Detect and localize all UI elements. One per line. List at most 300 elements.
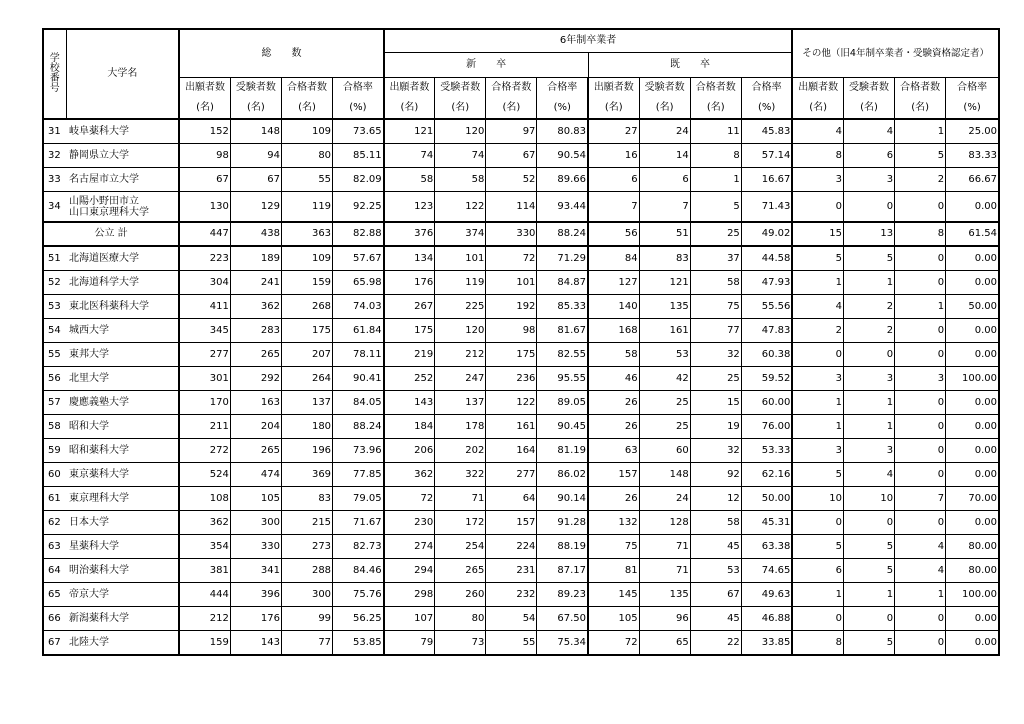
value-cell: 80 (281, 144, 332, 168)
value-cell: 85.33 (537, 295, 588, 319)
value-cell: 212 (435, 343, 486, 367)
table-row (43, 343, 999, 367)
value-cell: 230 (384, 511, 435, 535)
value-cell: 42 (639, 367, 690, 391)
value-cell: 90.41 (333, 367, 384, 391)
value-cell: 127 (588, 271, 639, 295)
university-name (66, 439, 179, 463)
value-cell: 97 (486, 119, 537, 144)
header-unit-label: (%) (946, 98, 999, 119)
value-cell: 85.11 (333, 144, 384, 168)
value-cell: 247 (435, 367, 486, 391)
university-name-line: 名古屋市立大学 (69, 173, 140, 185)
value-cell: 100.00 (946, 583, 999, 607)
school-number: 60 (43, 463, 66, 487)
value-cell: 0.00 (946, 415, 999, 439)
subtotal-value-cell: 8 (895, 222, 946, 246)
university-name-line: 東京理科大学 (69, 492, 130, 504)
value-cell: 47.83 (741, 319, 792, 343)
value-cell: 1 (843, 271, 894, 295)
value-cell: 1 (792, 415, 843, 439)
table-row (43, 487, 999, 511)
value-cell: 135 (639, 583, 690, 607)
value-cell: 7 (639, 192, 690, 223)
university-name-line: 北里大学 (69, 372, 110, 384)
value-cell: 0 (792, 192, 843, 223)
university-name (66, 271, 179, 295)
value-cell: 172 (435, 511, 486, 535)
value-cell: 354 (179, 535, 230, 559)
school-number: 53 (43, 295, 66, 319)
value-cell: 98 (486, 319, 537, 343)
value-cell: 170 (179, 391, 230, 415)
university-name-line: 静岡県立大学 (69, 149, 130, 161)
value-cell: 98 (179, 144, 230, 168)
value-cell: 130 (179, 192, 230, 223)
value-cell: 168 (588, 319, 639, 343)
value-cell: 265 (230, 439, 281, 463)
value-cell: 1 (895, 583, 946, 607)
subtotal-value-cell: 15 (792, 222, 843, 246)
value-cell: 3 (895, 367, 946, 391)
value-cell: 273 (281, 535, 332, 559)
value-cell: 73 (435, 631, 486, 656)
subtotal-value-cell: 51 (639, 222, 690, 246)
value-cell: 120 (435, 119, 486, 144)
table-row (43, 439, 999, 463)
university-name (66, 559, 179, 583)
value-cell: 101 (486, 271, 537, 295)
value-cell: 66.67 (946, 168, 999, 192)
value-cell: 75 (690, 295, 741, 319)
school-number: 55 (43, 343, 66, 367)
value-cell: 16.67 (741, 168, 792, 192)
value-cell: 59.52 (741, 367, 792, 391)
value-cell: 0 (895, 463, 946, 487)
value-cell: 16 (588, 144, 639, 168)
subtotal-value-cell: 330 (486, 222, 537, 246)
value-cell: 163 (230, 391, 281, 415)
value-cell: 80.00 (946, 535, 999, 559)
university-name (66, 119, 179, 144)
value-cell: 4 (895, 535, 946, 559)
value-cell: 524 (179, 463, 230, 487)
school-number: 58 (43, 415, 66, 439)
value-cell: 90.14 (537, 487, 588, 511)
header-unit-label: (名) (281, 98, 332, 119)
school-number: 62 (43, 511, 66, 535)
value-cell: 5 (843, 535, 894, 559)
value-cell: 67 (179, 168, 230, 192)
value-cell: 0.00 (946, 463, 999, 487)
value-cell: 92 (690, 463, 741, 487)
value-cell: 49.63 (741, 583, 792, 607)
value-cell: 265 (230, 343, 281, 367)
value-cell: 192 (486, 295, 537, 319)
value-cell: 53 (639, 343, 690, 367)
subtotal-value-cell: 447 (179, 222, 230, 246)
value-cell: 444 (179, 583, 230, 607)
value-cell: 67.50 (537, 607, 588, 631)
value-cell: 60 (639, 439, 690, 463)
value-cell: 1 (895, 295, 946, 319)
value-cell: 143 (230, 631, 281, 656)
value-cell: 24 (639, 487, 690, 511)
value-cell: 264 (281, 367, 332, 391)
university-name (66, 463, 179, 487)
value-cell: 56.25 (333, 607, 384, 631)
value-cell: 80 (435, 607, 486, 631)
value-cell: 300 (230, 511, 281, 535)
value-cell: 73.96 (333, 439, 384, 463)
value-cell: 231 (486, 559, 537, 583)
value-cell: 135 (639, 295, 690, 319)
value-cell: 95.55 (537, 367, 588, 391)
value-cell: 84 (588, 246, 639, 271)
value-cell: 143 (384, 391, 435, 415)
exam-results-sheet (42, 28, 1000, 656)
value-cell: 81.19 (537, 439, 588, 463)
value-cell: 89.05 (537, 391, 588, 415)
value-cell: 50.00 (946, 295, 999, 319)
value-cell: 58 (690, 511, 741, 535)
value-cell: 294 (384, 559, 435, 583)
value-cell: 92.25 (333, 192, 384, 223)
value-cell: 83 (639, 246, 690, 271)
value-cell: 225 (435, 295, 486, 319)
university-name (66, 192, 179, 223)
value-cell: 44.58 (741, 246, 792, 271)
university-name-line: 明治薬科大学 (69, 564, 130, 576)
header-col-label: 出願者数 (588, 78, 639, 99)
value-cell: 0 (895, 391, 946, 415)
school-number: 57 (43, 391, 66, 415)
table-header (43, 29, 999, 119)
value-cell: 7 (588, 192, 639, 223)
value-cell: 119 (281, 192, 332, 223)
value-cell: 369 (281, 463, 332, 487)
university-name (66, 511, 179, 535)
value-cell: 84.05 (333, 391, 384, 415)
value-cell: 83 (281, 487, 332, 511)
value-cell: 83.33 (946, 144, 999, 168)
value-cell: 72 (588, 631, 639, 656)
value-cell: 45.83 (741, 119, 792, 144)
value-cell: 64 (486, 487, 537, 511)
value-cell: 72 (486, 246, 537, 271)
table-row (43, 559, 999, 583)
value-cell: 176 (230, 607, 281, 631)
table-row (43, 271, 999, 295)
value-cell: 60.00 (741, 391, 792, 415)
value-cell: 157 (588, 463, 639, 487)
subtotal-value-cell: 376 (384, 222, 435, 246)
value-cell: 176 (384, 271, 435, 295)
value-cell: 81.67 (537, 319, 588, 343)
value-cell: 8 (792, 144, 843, 168)
university-name-line: 城西大学 (69, 324, 110, 336)
value-cell: 140 (588, 295, 639, 319)
value-cell: 65 (639, 631, 690, 656)
university-name (66, 144, 179, 168)
value-cell: 58 (690, 271, 741, 295)
value-cell: 81 (588, 559, 639, 583)
value-cell: 67 (690, 583, 741, 607)
value-cell: 99 (281, 607, 332, 631)
value-cell: 4 (792, 295, 843, 319)
header-unit-label: (名) (843, 98, 894, 119)
value-cell: 86.02 (537, 463, 588, 487)
value-cell: 288 (281, 559, 332, 583)
value-cell: 73.65 (333, 119, 384, 144)
header-unit-label: (%) (537, 98, 588, 119)
value-cell: 80.83 (537, 119, 588, 144)
value-cell: 37 (690, 246, 741, 271)
value-cell: 50.00 (741, 487, 792, 511)
value-cell: 6 (639, 168, 690, 192)
value-cell: 260 (435, 583, 486, 607)
value-cell: 381 (179, 559, 230, 583)
value-cell: 74.03 (333, 295, 384, 319)
value-cell: 53 (690, 559, 741, 583)
school-number: 61 (43, 487, 66, 511)
university-name (66, 367, 179, 391)
value-cell: 301 (179, 367, 230, 391)
value-cell: 0 (895, 271, 946, 295)
header-sub-new: 新 卒 (384, 53, 588, 78)
value-cell: 362 (230, 295, 281, 319)
value-cell: 304 (179, 271, 230, 295)
university-name (66, 168, 179, 192)
value-cell: 1 (843, 583, 894, 607)
value-cell: 32 (690, 343, 741, 367)
value-cell: 0 (895, 246, 946, 271)
value-cell: 2 (895, 168, 946, 192)
value-cell: 202 (435, 439, 486, 463)
table-row (43, 607, 999, 631)
university-name (66, 415, 179, 439)
value-cell: 0 (792, 607, 843, 631)
value-cell: 122 (486, 391, 537, 415)
value-cell: 70.00 (946, 487, 999, 511)
value-cell: 53.85 (333, 631, 384, 656)
subtotal-value-cell: 49.02 (741, 222, 792, 246)
value-cell: 4 (843, 119, 894, 144)
value-cell: 196 (281, 439, 332, 463)
value-cell: 88.24 (333, 415, 384, 439)
table-row (43, 246, 999, 271)
value-cell: 341 (230, 559, 281, 583)
value-cell: 129 (230, 192, 281, 223)
university-name-line: 慶應義塾大学 (69, 396, 130, 408)
university-name-line: 北陸大学 (69, 636, 110, 648)
value-cell: 93.44 (537, 192, 588, 223)
value-cell: 57.67 (333, 246, 384, 271)
value-cell: 45 (690, 607, 741, 631)
value-cell: 152 (179, 119, 230, 144)
value-cell: 184 (384, 415, 435, 439)
header-col-label: 合格率 (946, 78, 999, 99)
subtotal-value-cell: 88.24 (537, 222, 588, 246)
value-cell: 175 (486, 343, 537, 367)
value-cell: 46 (588, 367, 639, 391)
value-cell: 109 (281, 246, 332, 271)
value-cell: 0 (792, 343, 843, 367)
header-unit-label: (名) (384, 98, 435, 119)
school-number: 56 (43, 367, 66, 391)
value-cell: 3 (792, 367, 843, 391)
value-cell: 0.00 (946, 631, 999, 656)
value-cell: 26 (588, 415, 639, 439)
school-number: 59 (43, 439, 66, 463)
value-cell: 77 (690, 319, 741, 343)
value-cell: 32 (690, 439, 741, 463)
header-group-other: その他（旧4年制卒業者・受験資格認定者） (792, 29, 999, 78)
value-cell: 145 (588, 583, 639, 607)
value-cell: 25.00 (946, 119, 999, 144)
value-cell: 79.05 (333, 487, 384, 511)
value-cell: 71.29 (537, 246, 588, 271)
value-cell: 224 (486, 535, 537, 559)
value-cell: 71.43 (741, 192, 792, 223)
value-cell: 236 (486, 367, 537, 391)
value-cell: 0.00 (946, 192, 999, 223)
header-column-labels (43, 78, 999, 99)
value-cell: 1 (843, 415, 894, 439)
value-cell: 223 (179, 246, 230, 271)
value-cell: 84.87 (537, 271, 588, 295)
header-unit-label: (%) (333, 98, 384, 119)
school-number: 31 (43, 119, 66, 144)
value-cell: 10 (843, 487, 894, 511)
value-cell: 71.67 (333, 511, 384, 535)
value-cell: 94 (230, 144, 281, 168)
header-unit-label: (名) (179, 98, 230, 119)
value-cell: 5 (843, 631, 894, 656)
value-cell: 474 (230, 463, 281, 487)
value-cell: 180 (281, 415, 332, 439)
value-cell: 0 (843, 607, 894, 631)
value-cell: 206 (384, 439, 435, 463)
school-number: 52 (43, 271, 66, 295)
value-cell: 148 (230, 119, 281, 144)
header-col-label: 合格率 (537, 78, 588, 99)
value-cell: 89.23 (537, 583, 588, 607)
value-cell: 292 (230, 367, 281, 391)
value-cell: 45 (690, 535, 741, 559)
university-name (66, 391, 179, 415)
value-cell: 411 (179, 295, 230, 319)
value-cell: 96 (639, 607, 690, 631)
value-cell: 265 (435, 559, 486, 583)
value-cell: 1 (690, 168, 741, 192)
header-col-label: 受験者数 (435, 78, 486, 99)
value-cell: 74 (384, 144, 435, 168)
value-cell: 0 (792, 511, 843, 535)
value-cell: 232 (486, 583, 537, 607)
value-cell: 362 (179, 511, 230, 535)
value-cell: 65.98 (333, 271, 384, 295)
university-name-line: 昭和大学 (69, 420, 110, 432)
value-cell: 120 (435, 319, 486, 343)
value-cell: 3 (843, 168, 894, 192)
value-cell: 53.33 (741, 439, 792, 463)
value-cell: 25 (690, 367, 741, 391)
value-cell: 12 (690, 487, 741, 511)
value-cell: 6 (843, 144, 894, 168)
value-cell: 277 (179, 343, 230, 367)
value-cell: 75.34 (537, 631, 588, 656)
value-cell: 87.17 (537, 559, 588, 583)
subtotal-value-cell: 61.54 (946, 222, 999, 246)
header-unit-label: (名) (435, 98, 486, 119)
value-cell: 8 (690, 144, 741, 168)
value-cell: 175 (281, 319, 332, 343)
subtotal-value-cell: 374 (435, 222, 486, 246)
value-cell: 6 (588, 168, 639, 192)
value-cell: 123 (384, 192, 435, 223)
value-cell: 0 (895, 343, 946, 367)
value-cell: 1 (895, 119, 946, 144)
value-cell: 67 (230, 168, 281, 192)
university-name (66, 535, 179, 559)
value-cell: 10 (792, 487, 843, 511)
value-cell: 91.28 (537, 511, 588, 535)
value-cell: 7 (895, 487, 946, 511)
value-cell: 84.46 (333, 559, 384, 583)
value-cell: 219 (384, 343, 435, 367)
table-row (43, 119, 999, 144)
school-number: 54 (43, 319, 66, 343)
value-cell: 0.00 (946, 343, 999, 367)
subtotal-label: 公立 計 (43, 222, 179, 246)
subtotal-row (43, 222, 999, 246)
value-cell: 24 (639, 119, 690, 144)
value-cell: 134 (384, 246, 435, 271)
value-cell: 4 (895, 559, 946, 583)
value-cell: 8 (792, 631, 843, 656)
university-name (66, 583, 179, 607)
university-name-line: 山陽小野田市立 (69, 195, 140, 207)
value-cell: 121 (384, 119, 435, 144)
value-cell: 241 (230, 271, 281, 295)
table-row (43, 295, 999, 319)
value-cell: 277 (486, 463, 537, 487)
value-cell: 121 (639, 271, 690, 295)
value-cell: 22 (690, 631, 741, 656)
table-row (43, 367, 999, 391)
value-cell: 109 (281, 119, 332, 144)
value-cell: 55 (486, 631, 537, 656)
table-row (43, 391, 999, 415)
value-cell: 75.76 (333, 583, 384, 607)
value-cell: 26 (588, 487, 639, 511)
header-unit-label: (名) (639, 98, 690, 119)
value-cell: 5 (843, 246, 894, 271)
value-cell: 0 (895, 192, 946, 223)
header-group-total: 総 数 (179, 29, 383, 78)
value-cell: 114 (486, 192, 537, 223)
value-cell: 61.84 (333, 319, 384, 343)
value-cell: 55 (281, 168, 332, 192)
value-cell: 0 (895, 511, 946, 535)
university-name (66, 343, 179, 367)
value-cell: 1 (792, 391, 843, 415)
value-cell: 0.00 (946, 246, 999, 271)
value-cell: 267 (384, 295, 435, 319)
value-cell: 88.19 (537, 535, 588, 559)
header-col-label: 受験者数 (639, 78, 690, 99)
